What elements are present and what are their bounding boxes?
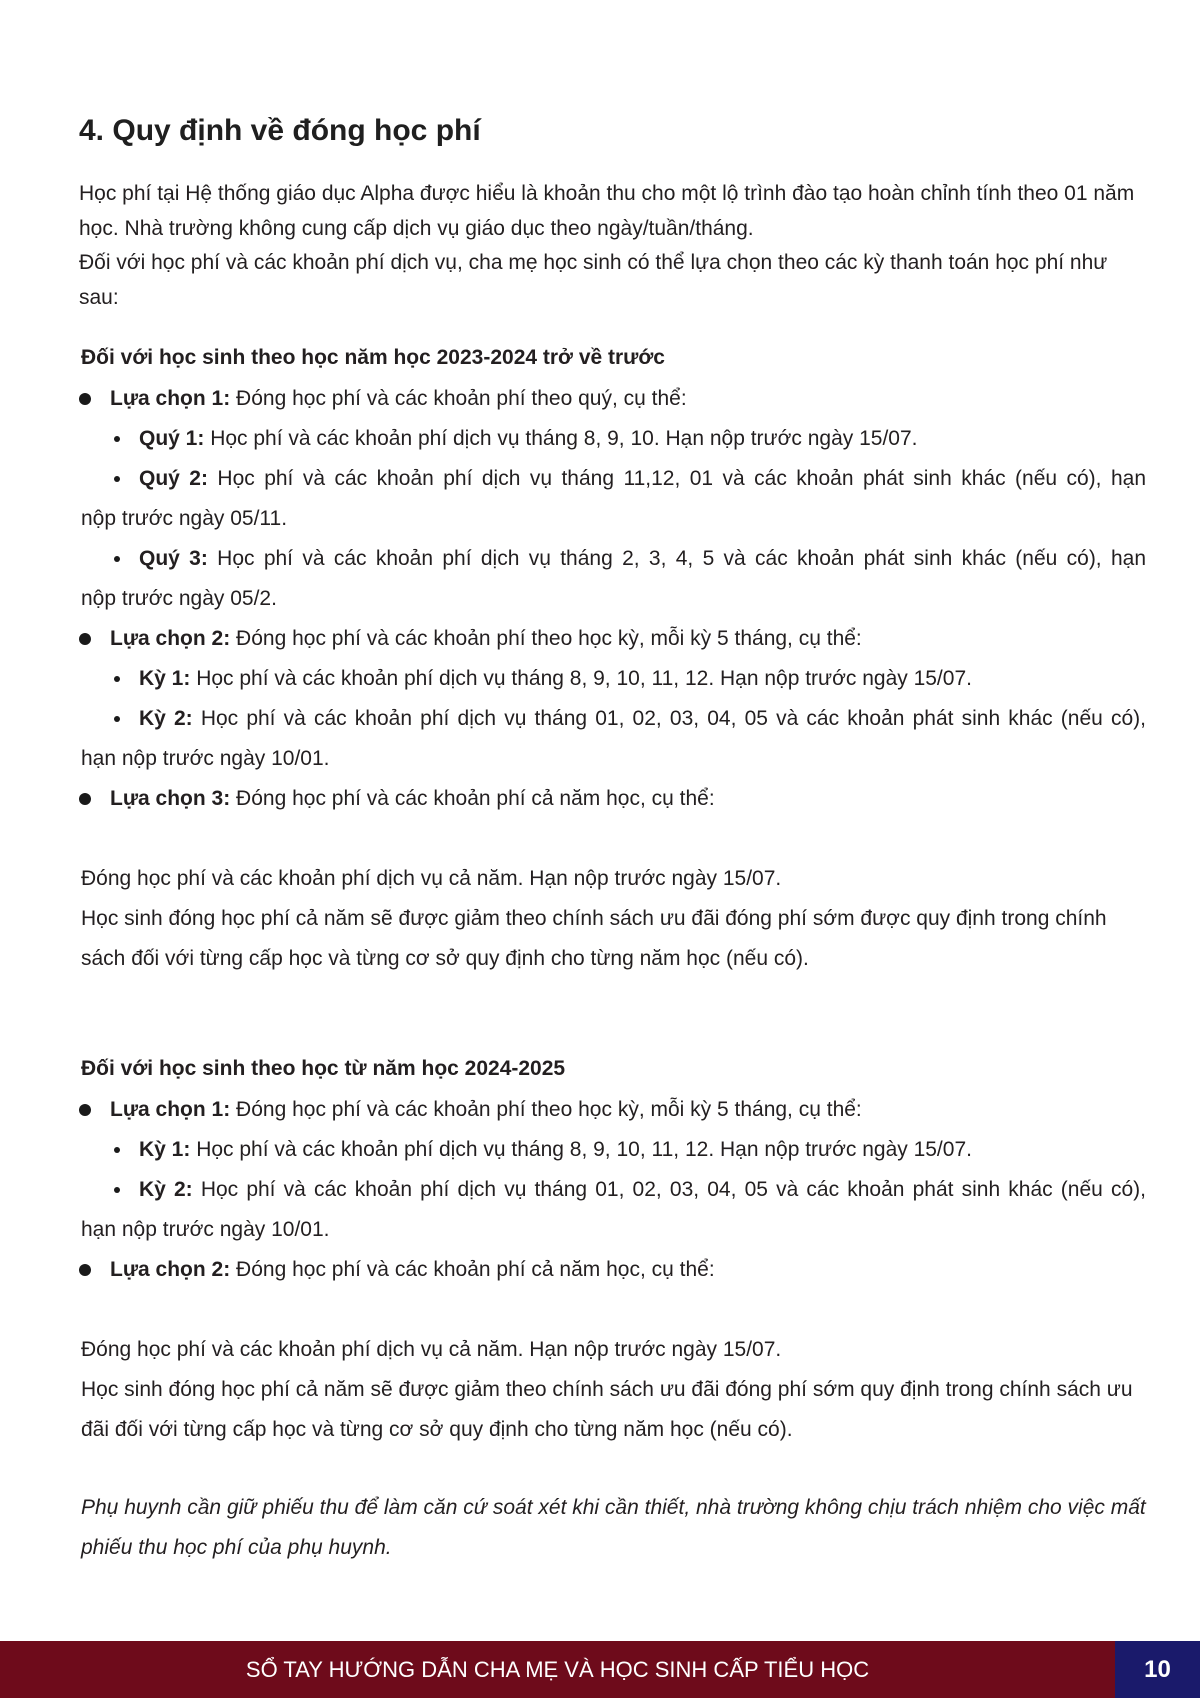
section1-quarter3-cont: nộp trước ngày 05/2.	[81, 587, 277, 610]
page-number: 10	[1115, 1641, 1200, 1698]
section1-quarter1: Quý 1: Học phí và các khoản phí dịch vụ tháng 8, 9, 10. Hạn nộp trước ngày 15/07.	[139, 427, 918, 450]
section1-option2: Lựa chọn 2: Đóng học phí và các khoản phí theo học kỳ, mỗi kỳ 5 tháng, cụ thể:	[110, 627, 862, 650]
section2-note2: Học sinh đóng học phí cả năm sẽ được giảm theo chính sách ưu đãi đóng phí sớm quy định trong chính sách ưu đãi đối với từng cấp học và từng cơ sở quy định cho từng năm học (nếu có).	[81, 1378, 1133, 1441]
section2-term1: Kỳ 1: Học phí và các khoản phí dịch vụ tháng 8, 9, 10, 11, 12. Hạn nộp trước ngày 15/07.	[139, 1138, 972, 1161]
bullet-small-icon	[114, 1147, 120, 1153]
section2-note1: Đóng học phí và các khoản phí dịch vụ cả năm. Hạn nộp trước ngày 15/07.	[81, 1338, 782, 1361]
bullet-small-icon	[114, 716, 120, 722]
section1-option3: Lựa chọn 3: Đóng học phí và các khoản phí cả năm học, cụ thể:	[110, 787, 715, 810]
section1-title: Đối với học sinh theo học năm học 2023-2024 trở về trước	[81, 346, 665, 369]
bullet-dot-icon	[79, 393, 91, 405]
bullet-small-icon	[114, 476, 120, 482]
bullet-small-icon	[114, 1187, 120, 1193]
section2-term2: Kỳ 2: Học phí và các khoản phí dịch vụ tháng 01, 02, 03, 04, 05 và các khoản phát sinh khác (nếu có),	[139, 1178, 1146, 1201]
section1-term2-cont: hạn nộp trước ngày 10/01.	[81, 747, 330, 770]
intro-paragraph-2: Đối với học phí và các khoản phí dịch vụ, cha mẹ học sinh có thể lựa chọn theo các kỳ thanh toán học phí như sau:	[79, 251, 1108, 309]
intro-text	[79, 177, 1149, 315]
section1-quarter2-cont: nộp trước ngày 05/11.	[81, 507, 288, 530]
section1-term2: Kỳ 2: Học phí và các khoản phí dịch vụ tháng 01, 02, 03, 04, 05 và các khoản phát sinh khác (nếu có),	[139, 707, 1146, 730]
page-footer	[0, 1641, 1200, 1698]
bullet-dot-icon	[79, 1264, 91, 1276]
bullet-small-icon	[114, 556, 120, 562]
section2-option1: Lựa chọn 1: Đóng học phí và các khoản phí theo học kỳ, mỗi kỳ 5 tháng, cụ thể:	[110, 1098, 862, 1121]
section1-option1: Lựa chọn 1: Đóng học phí và các khoản phí theo quý, cụ thể:	[110, 387, 687, 410]
bullet-small-icon	[114, 676, 120, 682]
closing-note: Phụ huynh cần giữ phiếu thu để làm căn cứ soát xét khi cần thiết, nhà trường không chịu trách nhiệm cho việc mất phiếu thu học phí của phụ huynh.	[81, 1496, 1146, 1559]
bullet-dot-icon	[79, 1104, 91, 1116]
section1-quarter2: Quý 2: Học phí và các khoản phí dịch vụ tháng 11,12, 01 và các khoản phát sinh khác (nếu có), hạn	[139, 467, 1146, 490]
section2-option2: Lựa chọn 2: Đóng học phí và các khoản phí cả năm học, cụ thể:	[110, 1258, 715, 1281]
section1-quarter3: Quý 3: Học phí và các khoản phí dịch vụ tháng 2, 3, 4, 5 và các khoản phát sinh khác (nếu có), hạn	[139, 547, 1146, 570]
section-heading: 4. Quy định về đóng học phí	[79, 114, 481, 147]
bullet-dot-icon	[79, 793, 91, 805]
section1-term1: Kỳ 1: Học phí và các khoản phí dịch vụ tháng 8, 9, 10, 11, 12. Hạn nộp trước ngày 15/07.	[139, 667, 972, 690]
footer-title: SỔ TAY HƯỚNG DẪN CHA MẸ VÀ HỌC SINH CẤP TIỂU HỌC	[0, 1641, 1115, 1698]
section2-title: Đối với học sinh theo học từ năm học 2024-2025	[81, 1057, 566, 1080]
bullet-dot-icon	[79, 633, 91, 645]
section1-note1: Đóng học phí và các khoản phí dịch vụ cả năm. Hạn nộp trước ngày 15/07.	[81, 867, 782, 890]
section2-term2-cont: hạn nộp trước ngày 10/01.	[81, 1218, 330, 1241]
bullet-small-icon	[114, 436, 120, 442]
section1-note2: Học sinh đóng học phí cả năm sẽ được giảm theo chính sách ưu đãi đóng phí sớm được quy định trong chính sách đối với từng cấp học và từng cơ sở quy định cho từng năm học (nếu có).	[81, 907, 1107, 970]
intro-paragraph-1: Học phí tại Hệ thống giáo dục Alpha được hiểu là khoản thu cho một lộ trình đào tạo hoàn chỉnh tính theo 01 năm học. Nhà trường không cung cấp dịch vụ giáo dục theo ngày/tuần/tháng.	[79, 182, 1135, 240]
